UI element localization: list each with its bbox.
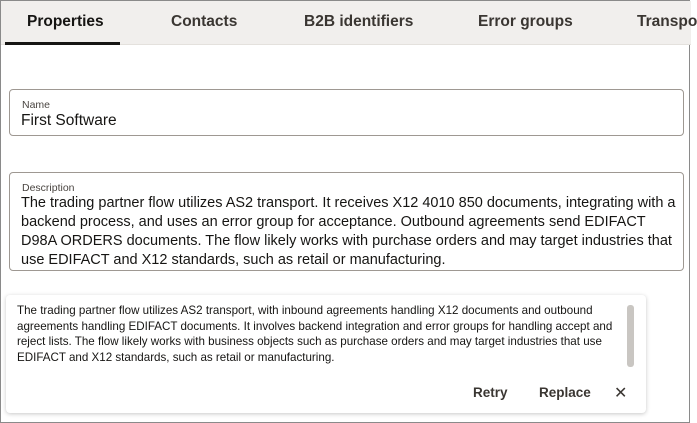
description-label: Description xyxy=(22,182,75,194)
tab-transport[interactable]: Transpo xyxy=(637,13,697,30)
name-field[interactable] xyxy=(9,89,684,136)
replace-button[interactable]: Replace xyxy=(539,385,591,400)
description-field[interactable] xyxy=(9,172,684,271)
suggestion-scrollbar[interactable] xyxy=(627,305,634,367)
ai-suggestion-panel xyxy=(6,295,646,413)
tab-bar xyxy=(1,1,697,45)
tab-contacts[interactable]: Contacts xyxy=(171,13,238,30)
name-input-value[interactable]: First Software xyxy=(21,112,117,129)
description-textarea-value[interactable]: The trading partner flow utilizes AS2 transport. It receives X12 4010 850 documents, integrating with a backend process, and uses an error group for acceptance. Outbound agreements send EDIFACT D98A ORDERS documents. The flow likely works with purchase orders and may target industries that use EDIFACT and X12 standards, such as retail or manufacturing. xyxy=(21,195,676,268)
name-label: Name xyxy=(22,99,51,111)
suggestion-text: The trading partner flow utilizes AS2 transport, with inbound agreements handling X12 documents and outbound agreements handling EDIFACT documents. It involves backend integration and error groups for handling accept and reject lists. The flow likely works with business objects such as purchase orders and may target industries that use EDIFACT and X12 standards, such as retail or manufacturing. xyxy=(17,304,613,364)
tab-properties[interactable]: Properties xyxy=(27,13,104,30)
close-icon[interactable]: ✕ xyxy=(614,385,628,402)
retry-button[interactable]: Retry xyxy=(473,385,508,400)
tab-b2b-identifiers[interactable]: B2B identifiers xyxy=(304,13,414,30)
active-tab-indicator xyxy=(5,42,120,45)
tab-error-groups[interactable]: Error groups xyxy=(478,13,573,30)
